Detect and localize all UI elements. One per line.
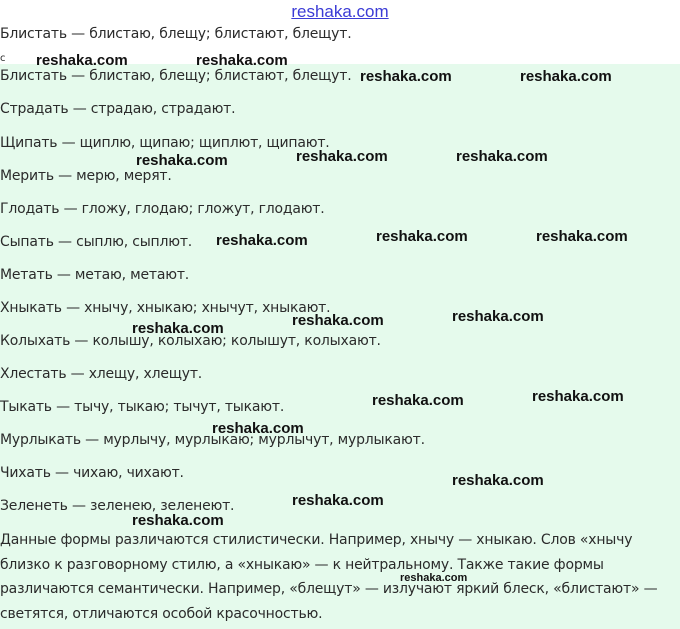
watermark: reshaka.com — [292, 492, 384, 509]
verb-line: Мурлыкать — мурлычу, мурлыкаю; мурлычут, мурлыкают. — [0, 432, 425, 448]
verb-line: Хлестать — хлещу, хлещут. — [0, 366, 203, 382]
watermark: reshaka.com — [520, 68, 612, 85]
watermark: reshaka.com — [360, 68, 452, 85]
watermark: reshaka.com — [36, 52, 128, 69]
watermark: reshaka.com — [212, 420, 304, 437]
verb-line: Блистать — блистаю, блещу; блистают, блещут. — [0, 68, 352, 84]
explanation-paragraph: Данные формы различаются стилистически. Например, хнычу — хныкаю. Слов «хнычу близко к разговорному стилю, а «хныкаю» — к нейтральному. Также такие формы различаются семантически. Например, «блещут» — излучают яркий блеск, «блистают» — светятся, отличаются особой красочностью. — [0, 532, 658, 622]
verb-line: Чихать — чихаю, чихают. — [0, 465, 184, 481]
verb-line: Метать — метаю, метают. — [0, 267, 190, 283]
site-title-link[interactable]: reshaka.com — [291, 2, 389, 21]
watermark: reshaka.com — [400, 572, 468, 584]
watermark: reshaka.com — [296, 148, 388, 165]
verb-line: Сыпать — сыплю, сыплют. — [0, 234, 193, 250]
watermark: reshaka.com — [132, 512, 224, 529]
verb-line: Щипать — щиплю, щипаю; щиплют, щипают. — [0, 135, 330, 151]
watermark: reshaka.com — [132, 320, 224, 337]
watermark: reshaka.com — [452, 472, 544, 489]
watermark: reshaka.com — [372, 392, 464, 409]
verb-line: Тыкать — тычу, тыкаю; тычут, тыкают. — [0, 399, 285, 415]
watermark: reshaka.com — [536, 228, 628, 245]
watermark: reshaka.com — [456, 148, 548, 165]
watermark: reshaka.com — [196, 52, 288, 69]
verb-line: Страдать — страдаю, страдают. — [0, 101, 236, 117]
verb-line: Хныкать — хнычу, хныкаю; хнычут, хныкают. — [0, 300, 331, 316]
watermark: reshaka.com — [376, 228, 468, 245]
cut-text-mark: с — [0, 53, 6, 64]
watermark: reshaka.com — [452, 308, 544, 325]
verb-line: Мерить — мерю, мерят. — [0, 168, 172, 184]
top-line: Блистать — блистаю, блещу; блистают, блещут. — [0, 26, 352, 42]
watermark: reshaka.com — [292, 312, 384, 329]
verb-line: Глодать — гложу, глодаю; гложут, глодают. — [0, 201, 325, 217]
watermark: reshaka.com — [532, 388, 624, 405]
verb-line: Зеленеть — зеленею, зеленеют. — [0, 498, 235, 514]
watermark: reshaka.com — [216, 232, 308, 249]
verb-line: Колыхать — колышу, колыхаю; колышут, колыхают. — [0, 333, 381, 349]
watermark: reshaka.com — [136, 152, 228, 169]
